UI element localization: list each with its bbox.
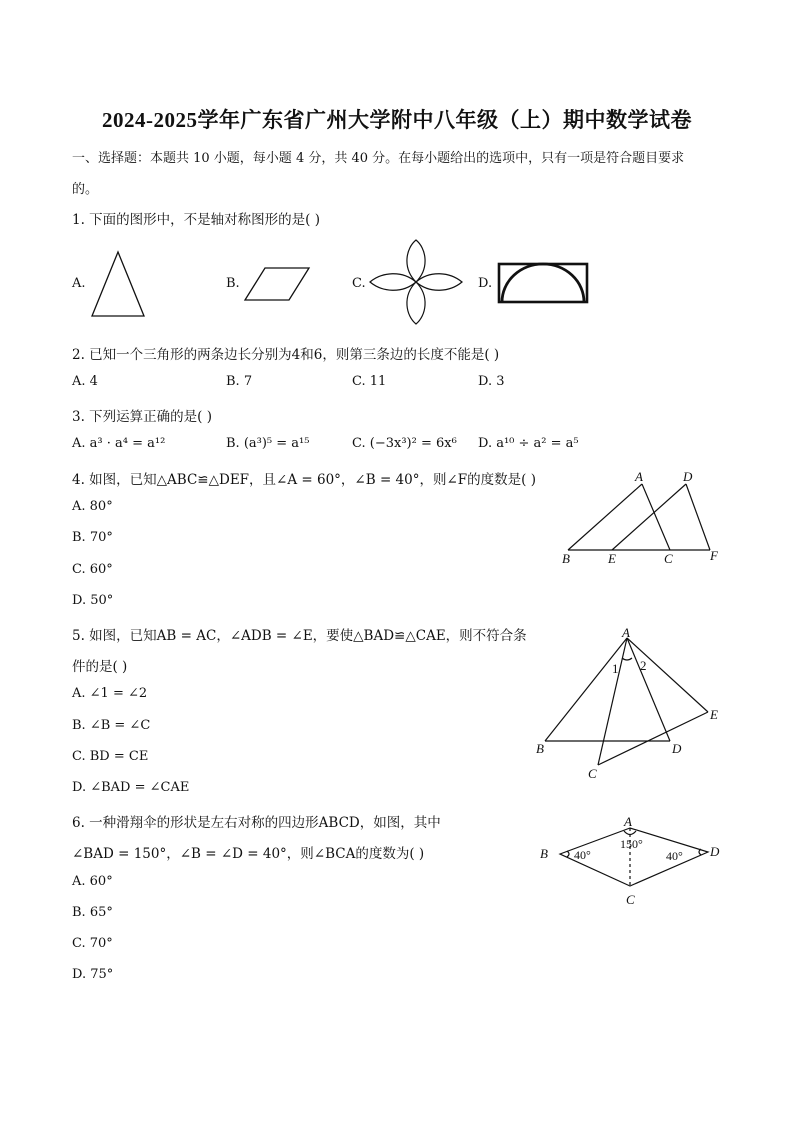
q5-option-a: A. ∠1 = ∠2 [72,686,148,701]
q4-label-f: F [710,548,718,563]
q5-option-b: B. ∠B = ∠C [72,718,151,733]
q5-label-angle1: 1 [612,661,619,676]
q6-label-a: A [624,814,632,829]
q1-option-a-label: A. [72,276,86,291]
q6-angle-a: 150° [620,837,643,851]
q2-option-a: A. 4 [72,374,98,389]
question-3-stem: 3. 下列运算正确的是( ) [72,409,212,425]
q4-option-a: A. 80° [72,499,113,514]
question-6-stem-line1: 6. 一种滑翔伞的形状是左右对称的四边形ABCD，如图，其中 [72,815,441,831]
question-5-stem-line2: 件的是( ) [72,659,128,675]
q4-option-c: C. 60° [72,562,113,577]
q1-triangle-figure [88,250,148,318]
q3-option-b: B. (a³)⁵ = a¹⁵ [226,436,310,451]
q2-option-b: B. 7 [226,374,253,389]
q5-label-c: C [588,766,597,781]
question-2-stem: 2. 已知一个三角形的两条边长分别为4和6，则第三条边的长度不能是( ) [72,347,500,363]
q4-label-e: E [608,551,616,566]
q1-option-d-label: D. [478,276,493,291]
q3-option-a: A. a³ · a⁴ = a¹² [72,436,166,451]
q6-label-c: C [626,892,635,907]
q2-option-d: D. 3 [478,374,505,389]
q1-four-petal-figure [368,238,464,326]
q5-label-d: D [672,741,682,756]
q6-option-c: C. 70° [72,936,113,951]
q1-parallelogram-figure [243,266,313,302]
q4-congruent-triangles-figure [556,466,730,570]
page-title: 2024-2025学年广东省广州大学附中八年级（上）期中数学试卷 [102,108,692,132]
section-heading-line1: 一、选择题：本题共 10 小题，每小题 4 分，共 40 分。在每小题给出的选项中，只有一项是符合题目要求 [72,151,685,166]
q4-label-d: D [683,469,693,484]
q5-label-e: E [710,707,718,722]
q5-label-angle2: 2 [640,658,647,673]
q6-option-a: A. 60° [72,874,113,889]
q2-option-c: C. 11 [352,374,387,389]
q3-option-d: D. a¹⁰ ÷ a² = a⁵ [478,436,579,451]
section-heading-line2: 的。 [72,182,99,197]
q1-option-b-label: B. [226,276,240,291]
q1-semicircle-rectangle-figure [496,261,590,305]
q6-angle-d: 40° [666,849,683,863]
q4-label-b: B [562,551,570,566]
question-4-stem: 4. 如图，已知△ABC≌△DEF，且∠A = 60°，∠B = 40°，则∠F的度数是( ) [72,472,536,488]
q4-option-d: D. 50° [72,593,114,608]
q6-paraglider-figure [536,810,730,910]
q5-option-d: D. ∠BAD = ∠CAE [72,780,190,795]
q6-angle-b: 40° [574,848,591,862]
q4-option-b: B. 70° [72,530,113,545]
q5-triangles-figure [530,622,730,784]
q4-label-c: C [664,551,673,566]
q6-label-d: D [710,844,720,859]
q6-label-b: B [540,846,548,861]
question-6-stem-line2: ∠BAD = 150°，∠B = ∠D = 40°，则∠BCA的度数为( ) [72,846,425,862]
q5-label-a: A [622,625,630,640]
q5-option-c: C. BD = CE [72,749,149,764]
q6-option-d: D. 75° [72,967,114,982]
q4-label-a: A [635,469,643,484]
q5-label-b: B [536,741,544,756]
question-5-stem-line1: 5. 如图，已知AB = AC，∠ADB = ∠E，要使△BAD≌△CAE，则不符合条 [72,628,527,644]
q1-option-c-label: C. [352,276,366,291]
q6-option-b: B. 65° [72,905,113,920]
question-1-stem: 1. 下面的图形中，不是轴对称图形的是( ) [72,212,320,228]
q3-option-c: C. (−3x³)² = 6x⁶ [352,436,457,451]
